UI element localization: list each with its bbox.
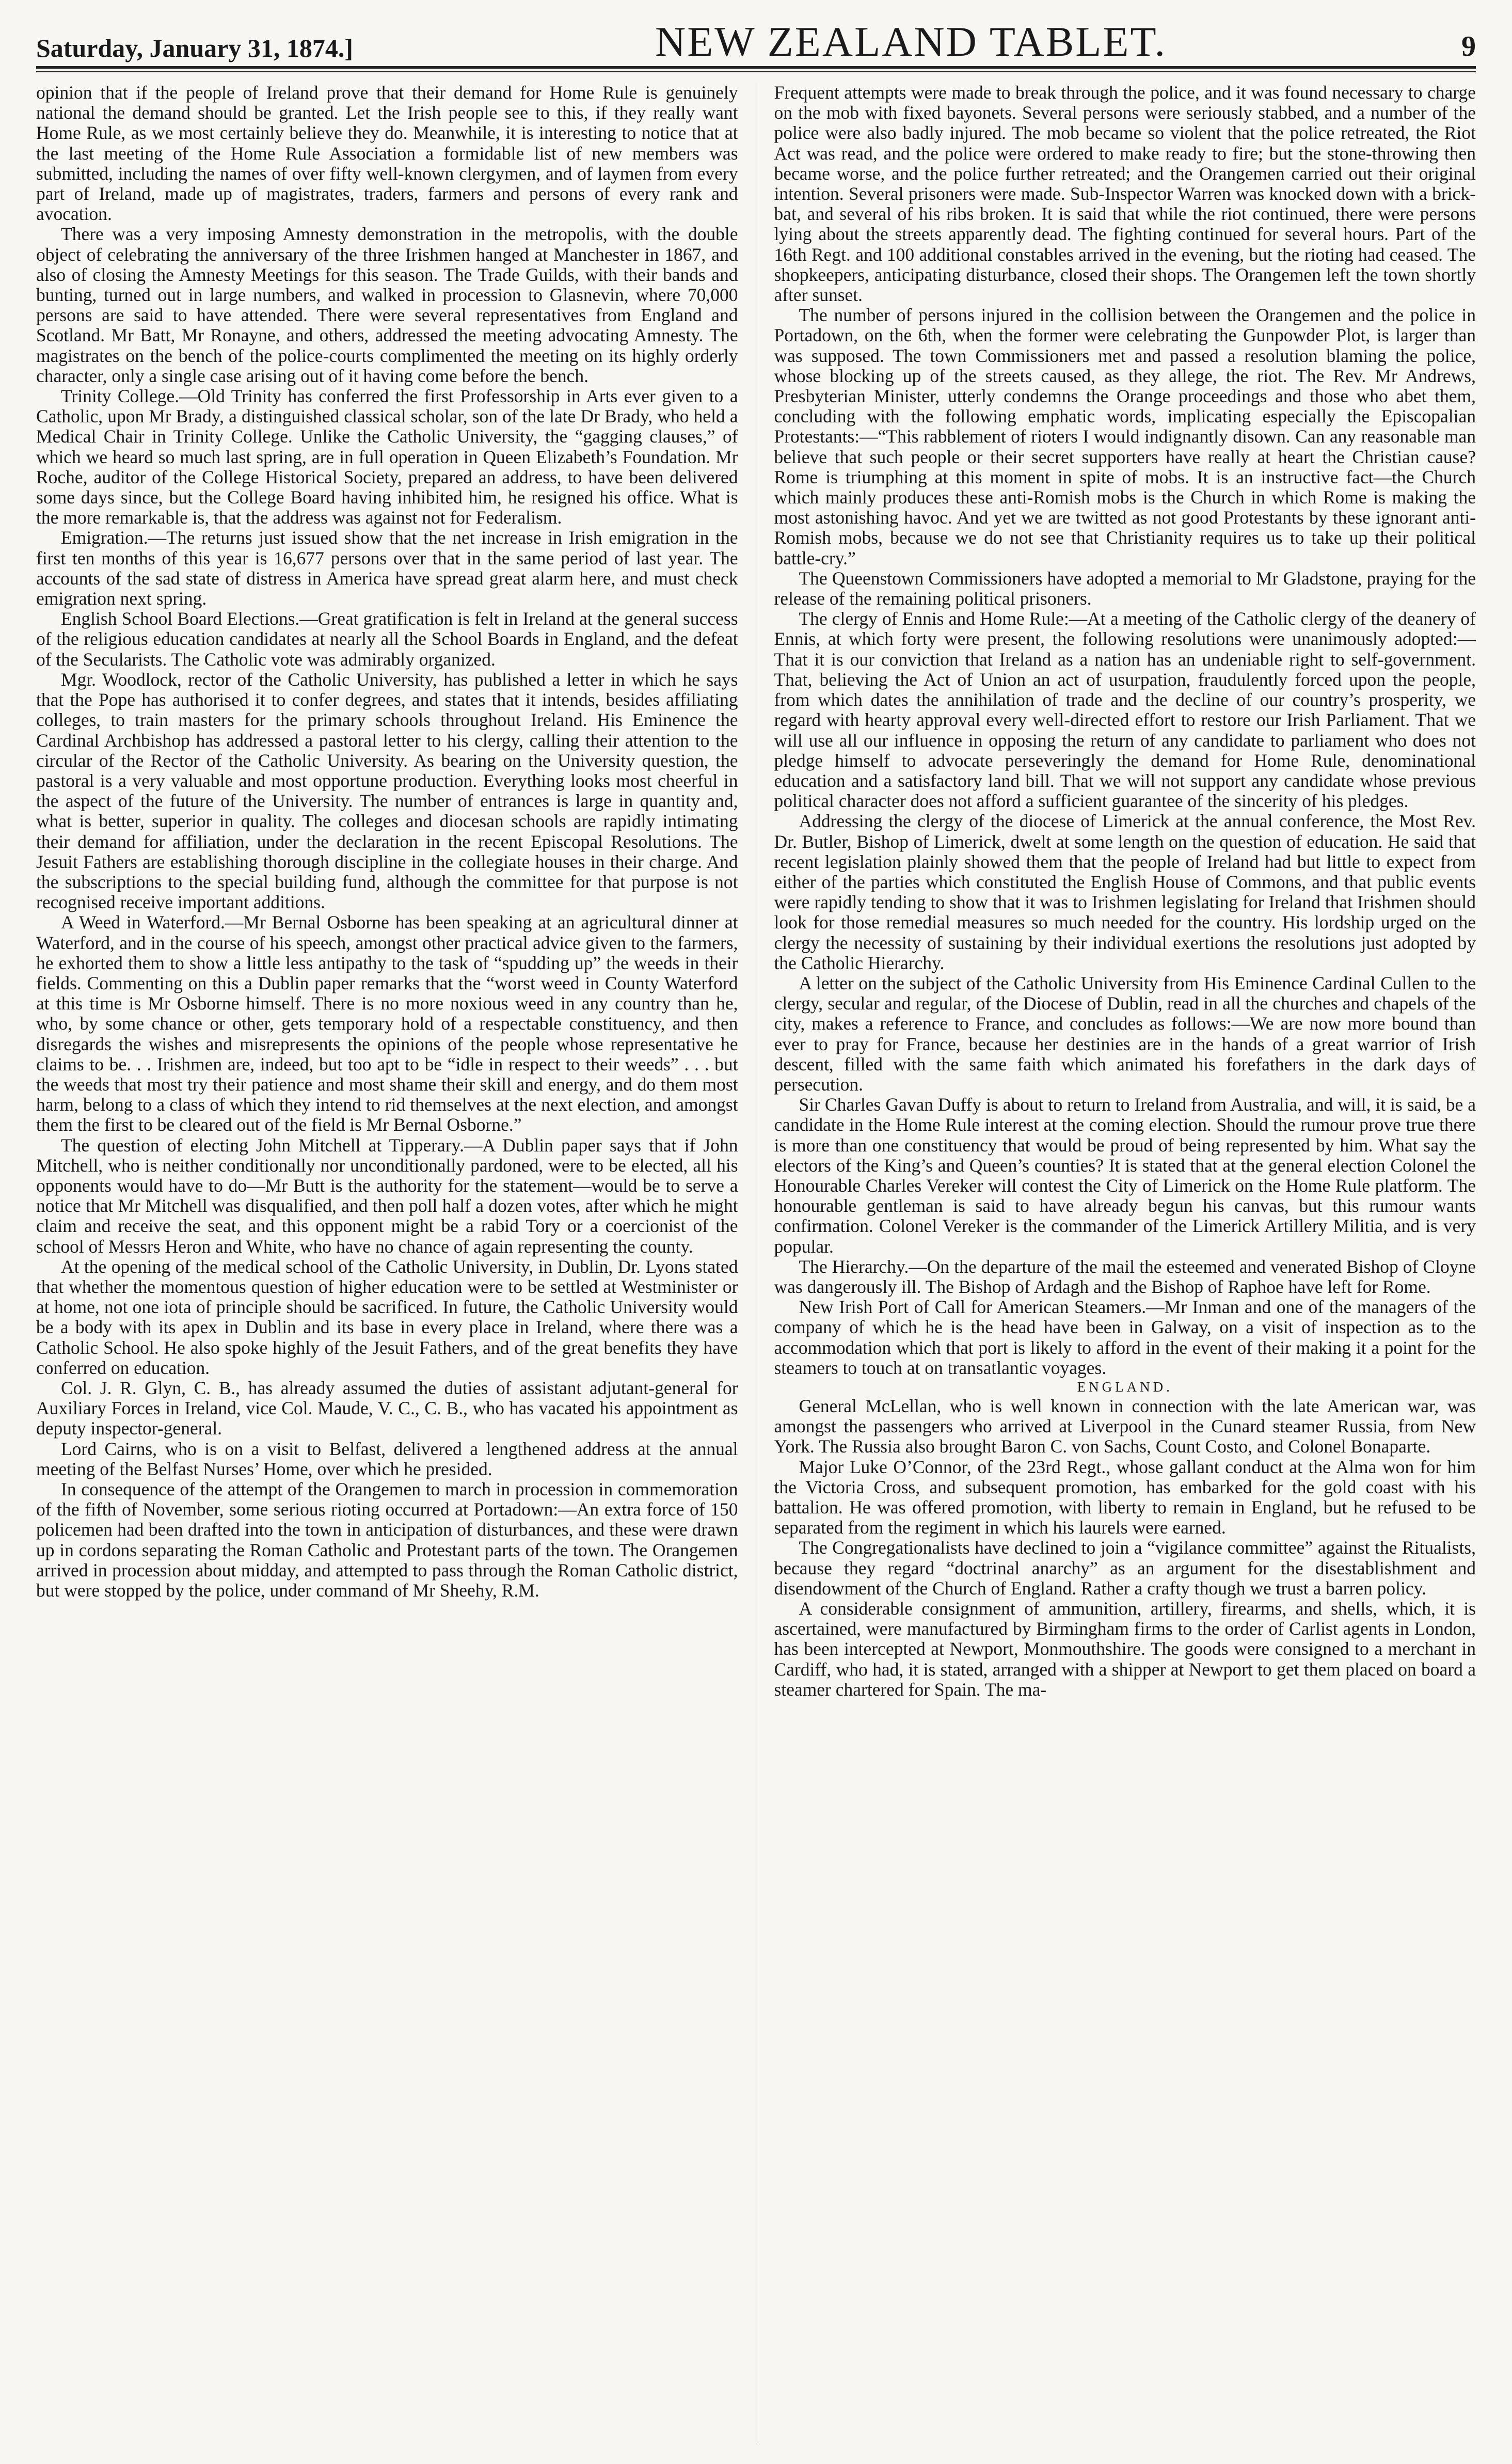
article-paragraph: There was a very imposing Amnesty demonstration in the metropolis, with the double object of celebrating the anniversary of the three Irishmen hanged at Manchester in 1867, and also of closing the Amnesty Meetings for this season. The Trade Guilds, with their bands and bunting, turned out in large numbers, and walked in procession to Glasnevin, where 70,000 persons are said to have attended. There were several representatives from England and Scotland. Mr Batt, Mr Ronayne, and others, addressed the meeting advocating Amnesty. The magistrates on the bench of the police-courts complimented the meeting on its highly orderly character, only a single case arising out of it having come before the bench. (36, 224, 738, 386)
article-paragraph: At the opening of the medical school of the Catholic University, in Dublin, Dr. Lyons stated that whether the momentous question of higher education were to be settled at Westminister or at home, not one iota of principle should be sacrificed. In future, the Catholic University would be a body with its apex in Dublin and its base in every place in Ireland, where there was a Catholic School. He also spoke highly of the Jesuit Fathers, and of the great benefits they have conferred on education. (36, 1256, 738, 1378)
article-paragraph: The question of electing John Mitchell at Tipperary.—A Dublin paper says that if John Mitchell, who is neither conditionally nor unconditionally pardoned, were to be elected, all his opponents would have to do—Mr Butt is the authority for the statement—would be to serve a notice that Mr Mitchell was disqualified, and then poll half a dozen votes, after which he might claim and receive the seat, and this opponent might be a rabid Tory or a coercionist of the school of Messrs Heron and White, who have no chance of again representing the county. (36, 1134, 738, 1257)
article-paragraph: A considerable consignment of ammunition, artillery, firearms, and shells, which, it is ascertained, were manufactured by Birmingham firms to the order of Carlist agents in London, has been intercepted at Newport, Monmouthshire. The goods were consigned to a merchant in Cardiff, who had, it is stated, arranged with a shipper at Newport to get them placed on board a steamer chartered for Spain. The ma- (774, 1598, 1476, 1700)
article-paragraph: In consequence of the attempt of the Orangemen to march in procession in commemoration of the fifth of November, some serious rioting occurred at Portadown:—An extra force of 150 policemen had been drafted into the town in anticipation of disturbances, and these were drawn up in cordons separating the Roman Catholic and Protestant parts of the town. The Orangemen arrived in procession about midday, and attempted to pass through the Roman Catholic district, but were stopped by the police, under command of Mr Sheehy, R.M. (36, 1479, 738, 1601)
article-paragraph: General McLellan, who is well known in connection with the late American war, was amongst the passengers who arrived at Liverpool in the Cunard steamer Russia, from New York. The Russia also brought Baron C. von Sachs, Count Costo, and Colonel Bonaparte. (774, 1396, 1476, 1457)
left-column (36, 83, 756, 2442)
issue-date: Saturday, January 31, 1874.] (36, 34, 353, 62)
article-paragraph: The Congregationalists have declined to join a “vigilance committee” against the Ritualists, because they regard “doctrinal anarchy” as an argument for the disestablishment and disendowment of the Church of England. Rather a crafty though we trust a barren policy. (774, 1537, 1476, 1599)
article-paragraph: The clergy of Ennis and Home Rule:—At a meeting of the Catholic clergy of the deanery of Ennis, at which forty were present, the following resolutions were unanimously adopted:—That it is our conviction that Ireland as a nation has an undeniable right to self-government. That, believing the Act of Union an act of usurpation, fraudulently forced upon the people, from which dates the annihilation of trade and the decline of our country’s prosperity, we regard with hearty approval every well-directed effort to restore our Irish Parliament. That we will use all our influence in opposing the return of any candidate to parliament who does not pledge himself to advocate perseveringly the demand for Home Rule, denominational education and a satisfactory land bill. That we will not support any candidate whose previous political character does not afford a sufficient guarantee of the sincerity of his pledges. (774, 608, 1476, 812)
article-paragraph: The Queenstown Commissioners have adopted a memorial to Mr Gladstone, praying for the release of the remaining political prisoners. (774, 567, 1476, 609)
article-paragraph: Trinity College.—Old Trinity has conferred the first Professorship in Arts ever given to a Catholic, upon Mr Brady, a distinguished classical scholar, son of the late Dr Brady, who held a Medical Chair in Trinity College. Unlike the Catholic University, the “gagging clauses,” of which we heard so much last spring, are in full operation in Queen Elizabeth’s Foundation. Mr Roche, auditor of the College Historical Society, prepared an address, to have been delivered some days since, but the College Board having inhibited him, he resigned his office. What is the more remarkable is, that the address was against not for Federalism. (36, 386, 738, 528)
article-paragraph: Addressing the clergy of the diocese of Limerick at the annual conference, the Most Rev. Dr. Butler, Bishop of Limerick, dwelt at some length on the question of education. He said that recent legislation plainly showed them that the people of Ireland had but little to expect from either of the parties which constituted the English House of Commons, and that public events were rapidly tending to show that it was to Irishmen legislating for Ireland that Irishmen should look for those remedial measures so much needed for the country. His lordship urged on the clergy the necessity of sustaining by their individual exertions the resolutions just adopted by the Catholic Hierarchy. (774, 811, 1476, 973)
article-paragraph: Sir Charles Gavan Duffy is about to return to Ireland from Australia, and will, it is said, be a candidate in the Home Rule interest at the coming election. Should the rumour prove true there is more than one constituency that would be proud of being represented by him. What say the electors of the King’s and Queen’s counties? It is stated that at the general election Colonel the Honourable Charles Vereker will contest the City of Limerick on the Home Rule platform. The honourable gentleman is said to have already begun his canvas, but this rumour wants confirmation. Colonel Vereker is the commander of the Limerick Artillery Militia, and is very popular. (774, 1094, 1476, 1257)
article-paragraph: New Irish Port of Call for American Steamers.—Mr Inman and one of the managers of the company of which he is the head have been in Galway, on a visit of inspection as to the accommodation which that port is likely to afford in the event of their making it a point for the steamers to touch at on transatlantic voyages. (774, 1297, 1476, 1378)
article-paragraph: Frequent attempts were made to break through the police, and it was found necessary to charge on the mob with fixed bayonets. Several persons were seriously stabbed, and a number of the police were also badly injured. The mob became so violent that the police retreated, the Riot Act was read, and the police were ordered to make ready to fire; but the stone-throwing then became worse, and the police further retreated; and the Orangemen carried out their original intention. Several prisoners were made. Sub-Inspector Warren was knocked down with a brick-bat, and several of his ribs broken. It is said that while the riot continued, there were persons lying about the streets apparently dead. The fighting continued for several hours. Part of the 16th Regt. and 100 additional constables arrived in the evening, but the rioting had ceased. The shopkeepers, anticipating disturbance, closed their shops. The Orangemen left the town shortly after sunset. (774, 83, 1476, 306)
section-heading-england: ENGLAND. (1077, 1379, 1173, 1395)
article-paragraph: Major Luke O’Connor, of the 23rd Regt., whose gallant conduct at the Alma won for him the Victoria Cross, and subsequent promotion, has embarked for the gold coast with his battalion. He was offered promotion, with liberty to remain in England, but he refused to be separated from the regiment in which his laurels were earned. (774, 1456, 1476, 1538)
article-paragraph: Lord Cairns, who is on a visit to Belfast, delivered a lengthened address at the annual meeting of the Belfast Nurses’ Home, over which he presided. (36, 1438, 738, 1479)
article-paragraph: Mgr. Woodlock, rector of the Catholic University, has published a letter in which he says that the Pope has authorised it to confer degrees, and states that it intends, besides affiliating colleges, to train masters for the primary schools throughout Ireland. His Eminence the Cardinal Archbishop has addressed a pastoral letter to his clergy, calling their attention to the circular of the Rector of the Catholic University. As bearing on the University question, the pastoral is a very valuable and most opportune production. Everything looks most cheerful in the aspect of the future of the University. The number of entrances is large in quantity and, what is better, superior in quality. The colleges and diocesan schools are rapidly intimating their demand for affiliation, under the declaration in the recent Episcopal Resolutions. The Jesuit Fathers are establishing thorough discipline in the collegiate houses in their charge. And the subscriptions to the special building fund, although the committee for that purpose is not recognised receive important additions. (36, 669, 738, 913)
article-paragraph: opinion that if the people of Ireland prove that their demand for Home Rule is genuinely national the demand should be granted. Let the Irish people see to this, if they really want Home Rule, as we most certainly believe they do. Meanwhile, it is interesting to notice that at the last meeting of the Home Rule Association a formidable list of new members was submitted, including the names of over fifty well-known clergymen, and of laymen from every part of Ireland, made up of magistrates, traders, farmers and persons of every rank and avocation. (36, 83, 738, 225)
article-paragraph: Col. J. R. Glyn, C. B., has already assumed the duties of assistant adjutant-general for Auxiliary Forces in Ireland, vice Col. Maude, V. C., C. B., who has vacated his appointment as deputy inspector-general. (36, 1378, 738, 1439)
right-column (756, 83, 1476, 2442)
article-paragraph: The Hierarchy.—On the departure of the mail the esteemed and venerated Bishop of Cloyne was dangerously ill. The Bishop of Ardagh and the Bishop of Raphoe have left for Rome. (774, 1256, 1476, 1297)
masthead (36, 11, 1476, 69)
article-paragraph: A Weed in Waterford.—Mr Bernal Osborne has been speaking at an agricultural dinner at Waterford, and in the course of his speech, amongst other practical advice given to the farmers, he exhorted them to show a little less antipathy to the task of “spudding up” the weeds in their fields. Commenting on this a Dublin paper remarks that the “worst weed in County Waterford at this time is Mr Osborne himself. There is no more noxious weed in any country than he, who, by some chance or other, gets temporary hold of a respectable constituency, and then disregards the wishes and misrepresents the opinions of the people whose representative he claims to be. . . Irishmen are, indeed, but too apt to be “idle in respect to their weeds” . . . but the weeds that most try their patience and most shame their skill and energy, and do them most harm, belong to a class of which they intend to rid themselves at the next election, and amongst them the first to be cleared out of the field is Mr Bernal Osborne.” (36, 912, 738, 1135)
article-paragraph: English School Board Elections.—Great gratification is felt in Ireland at the general success of the religious education candidates at nearly all the School Boards in England, and the defeat of the Secularists. The Catholic vote was admirably organized. (36, 608, 738, 670)
article-paragraph: Emigration.—The returns just issued show that the net increase in Irish emigration in the first ten months of this year is 16,677 persons over that in the same period of last year. The accounts of the sad state of distress in America have spread great alarm here, and must check emigration next spring. (36, 527, 738, 609)
newspaper-title: NEW ZEALAND TABLET. (655, 18, 1167, 65)
page-number: 9 (1461, 30, 1476, 62)
article-paragraph: A letter on the subject of the Catholic University from His Eminence Cardinal Cullen to the clergy, secular and regular, of the Diocese of Dublin, read in all the churches and chapels of the city, makes a reference to France, and concludes as follows:—We are now more bound than ever to pray for France, because her destinies are in the hands of a great warrior of Irish descent, filled with the same faith which animated his forefathers in the dark days of persecution. (774, 972, 1476, 1095)
article-paragraph: The number of persons injured in the collision between the Orangemen and the police in Portadown, on the 6th, when the former were celebrating the Gunpowder Plot, is larger than was supposed. The town Commissioners met and passed a resolution blaming the police, whose blocking up of the streets caused, as they allege, the riot. The Rev. Mr Andrews, Presbyterian Minister, utterly condemns the Orange proceedings and those who abet them, concluding with the following emphatic words, implicating especially the Episcopalian Protestants:—“This rabblement of rioters I would indignantly disown. Can any reasonable man believe that such people or their secret supporters have really at heart the Christian cause? Rome is triumphing at this moment in spite of mobs. It is an instructive fact—the Church which mainly produces these anti-Romish mobs is the Church in which Rome is making the most astonishing havoc. And yet we are twitted as not good Protestants by these ignorant anti-Romish mobs, because we do not see that Christianity requires us to take up their political battle-cry.” (774, 305, 1476, 568)
masthead-rule (36, 71, 1476, 72)
article-columns (36, 83, 1476, 2442)
